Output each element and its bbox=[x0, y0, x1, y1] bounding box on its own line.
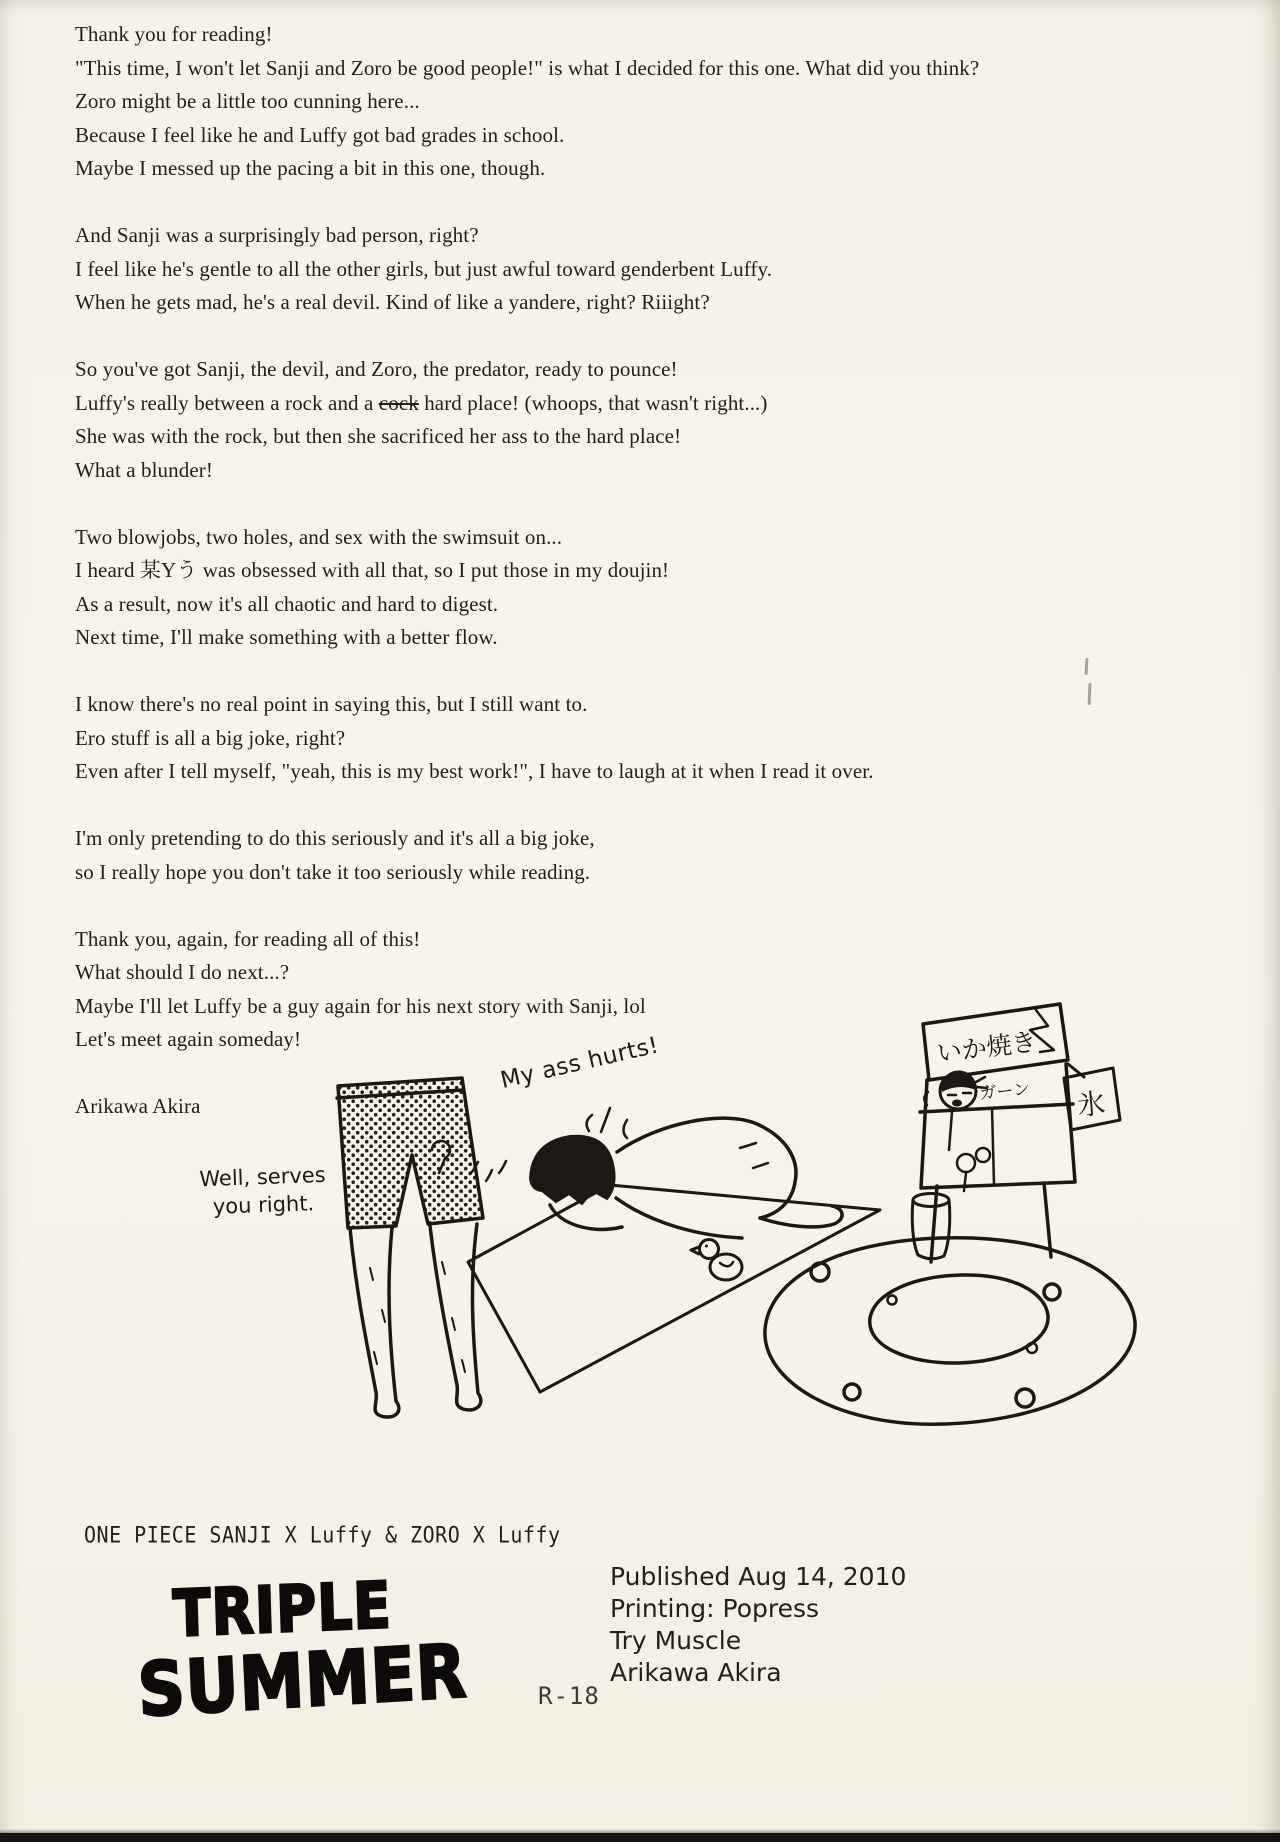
afterword-paragraph bbox=[75, 521, 1205, 655]
scan-edge-bar bbox=[0, 1833, 1280, 1842]
afterword-line: Zoro might be a little too cunning here... bbox=[75, 89, 420, 113]
afterword-line: And Sanji was a surprisingly bad person, right? bbox=[75, 223, 479, 247]
stall-sign-text: いか焼き bbox=[935, 1026, 1039, 1068]
afterword-line: "This time, I won't let Sanji and Zoro be good people!" is what I decided for this one. What did you think? bbox=[75, 55, 980, 80]
afterword-doodle bbox=[180, 1000, 1160, 1440]
afterword-line: Maybe I messed up the pacing a bit in this one, though. bbox=[75, 156, 546, 180]
title-summer: SUMMER bbox=[136, 1628, 469, 1734]
afterword-paragraph bbox=[75, 353, 1205, 487]
afterword-line: She was with the rock, but then she sacrificed her ass to the hard place! bbox=[75, 424, 682, 448]
author-signature: Arikawa Akira bbox=[75, 1094, 201, 1118]
publication-date: Published Aug 14, 2010 bbox=[610, 1562, 907, 1591]
afterword-line: What should I do next...? bbox=[75, 960, 290, 984]
pairing-line: ONE PIECE SANJI X Luffy & ZORO X Luffy bbox=[84, 1521, 561, 1548]
circle-name: Try Muscle bbox=[610, 1626, 742, 1655]
standing-legs bbox=[337, 1078, 483, 1417]
hair bbox=[530, 1136, 615, 1204]
caption-my-ass-hurts: My ass hurts! bbox=[498, 1032, 662, 1094]
picnic-mat bbox=[468, 1185, 880, 1392]
afterword-paragraph bbox=[75, 822, 1205, 889]
afterword-line: I'm only pretending to do this seriously and it's all a big joke, bbox=[75, 826, 595, 850]
afterword-line: Even after I tell myself, "yeah, this is my best work!", I have to laugh at it when I read it over. bbox=[75, 759, 874, 783]
caption-serves-you-right: Well, serves you right. bbox=[198, 1162, 327, 1219]
rubber-duck bbox=[691, 1240, 742, 1281]
lying-figure bbox=[432, 1108, 842, 1238]
afterword-line: As a result, now it's all chaotic and hard to digest. bbox=[75, 591, 499, 616]
publication-info bbox=[610, 1561, 906, 1689]
afterword-line: Next time, I'll make something with a better flow. bbox=[75, 625, 498, 649]
pool-ring bbox=[765, 1238, 1135, 1425]
afterword-paragraph bbox=[75, 688, 1205, 789]
afterword-line: Thank you, again, for reading all of this! bbox=[75, 926, 421, 951]
ice-flag bbox=[1064, 1064, 1120, 1130]
afterword-line: Two blowjobs, two holes, and sex with the swimsuit on... bbox=[75, 524, 563, 549]
afterword-line: I know there's no real point in saying this, but I still want to. bbox=[75, 692, 588, 716]
afterword-line: so I really hope you don't take it too seriously while reading. bbox=[75, 859, 591, 884]
title-triple: TRIPLE bbox=[172, 1569, 393, 1652]
afterword-line: Because I feel like he and Luffy got bad grades in school. bbox=[75, 122, 565, 147]
afterword-line: What a blunder! bbox=[75, 457, 213, 482]
mouth bbox=[952, 1100, 962, 1107]
afterword-line: When he gets mad, he's a real devil. Kind of like a yandere, right? Riiight? bbox=[75, 290, 710, 314]
shock-marks bbox=[587, 1108, 627, 1138]
afterword-line: Luffy's really between a rock and a cock hard place! (whoops, that wasn't right...) bbox=[75, 390, 768, 415]
afterword-line: I heard 某Yう was obsessed with all that, so I put those in my doujin! bbox=[75, 558, 670, 582]
afterword-line: Let's meet again someday! bbox=[75, 1027, 302, 1051]
afterword-line: So you've got Sanji, the devil, and Zoro, the predator, ready to pounce! bbox=[75, 357, 678, 381]
afterword-text bbox=[75, 18, 1205, 1124]
afterword-paragraph bbox=[75, 219, 1205, 320]
afterword-line: Ero stuff is all a big joke, right? bbox=[75, 725, 346, 750]
stall-sfx-text: ガーン bbox=[978, 1079, 1031, 1104]
afterword-line: Maybe I'll let Luffy be a guy again for his next story with Sanji, lol bbox=[75, 993, 646, 1018]
struck-word: cock bbox=[378, 390, 419, 415]
afterword-paragraph bbox=[75, 18, 1205, 186]
ice-flag-text: 氷 bbox=[1076, 1086, 1107, 1123]
rating-badge: R-18 bbox=[538, 1682, 600, 1710]
afterword-line: I feel like he's gentle to all the other girls, but just awful toward genderbent Luffy. bbox=[75, 256, 773, 281]
author-name: Arikawa Akira bbox=[610, 1658, 782, 1687]
publication-printer: Printing: Popress bbox=[610, 1594, 820, 1623]
afterword-line: Thank you for reading! bbox=[75, 22, 273, 46]
